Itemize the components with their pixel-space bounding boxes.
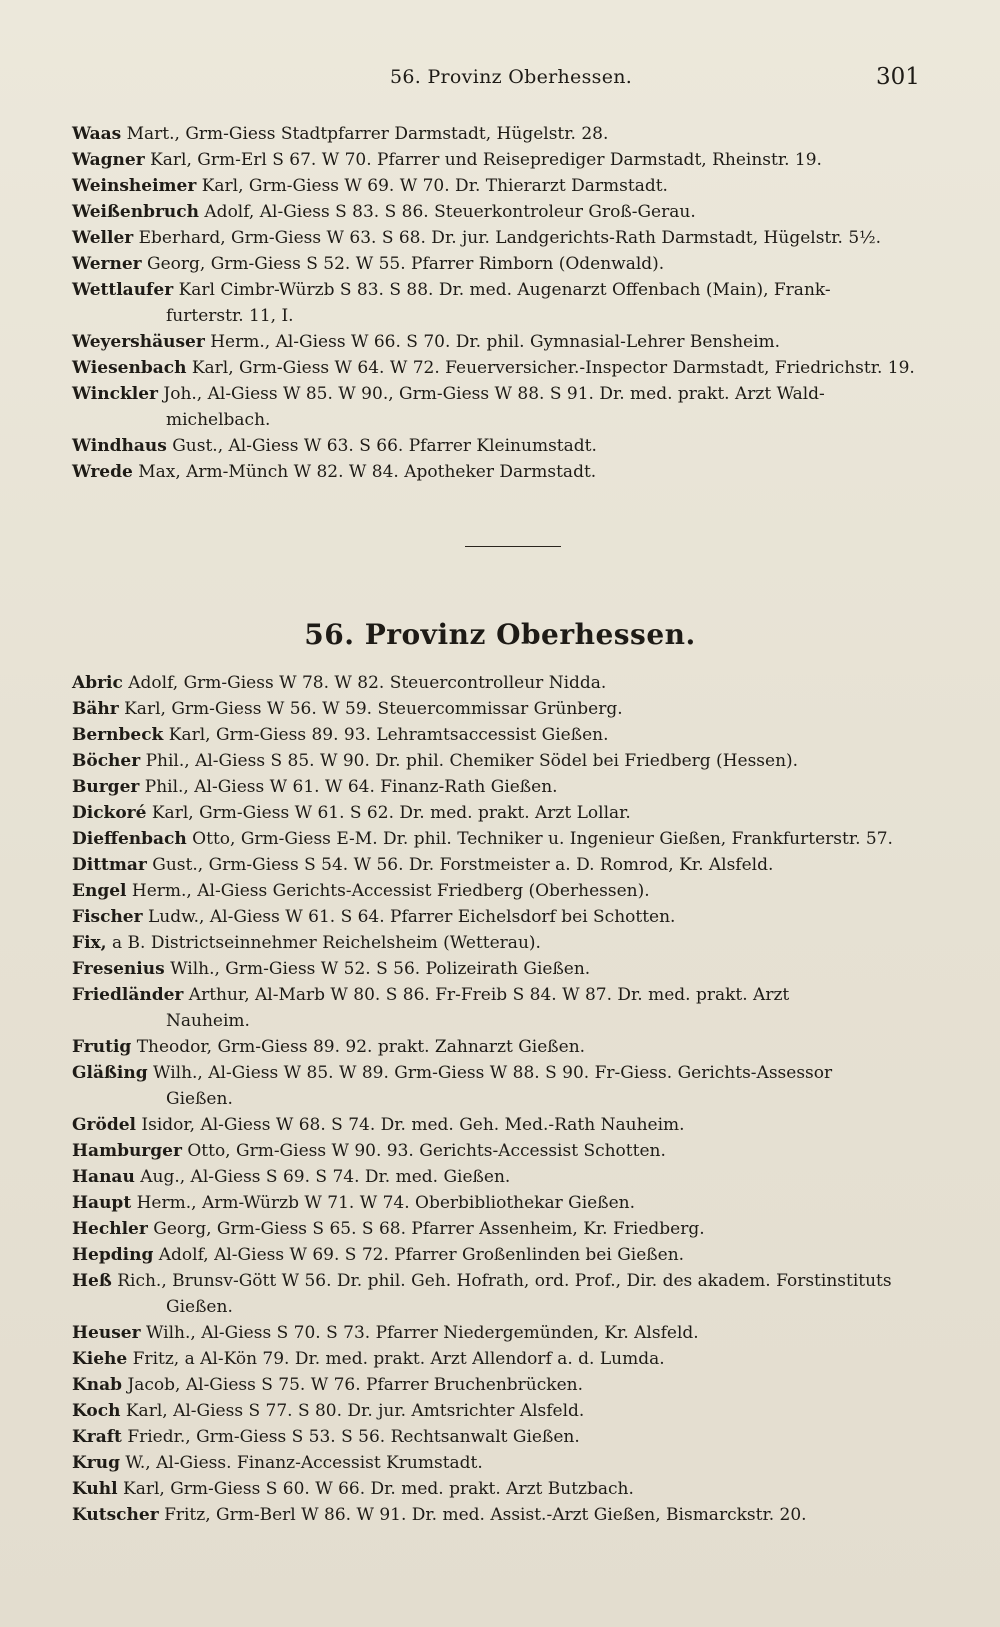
entry-line [72,956,932,982]
list-item [72,852,932,878]
entry-line [72,355,932,381]
list-item [72,251,932,277]
entry-line [72,852,932,878]
entry-details: Karl, Grm-Giess W 61. S 62. Dr. med. prakt. Arzt Lollar. [151,803,631,823]
list-item [72,878,932,904]
entry-name: Windhaus [72,436,167,456]
entry-name: Koch [72,1401,121,1421]
entry-details: Herm., Al-Giess W 66. S 70. Dr. phil. Gymnasial-Lehrer Bensheim. [210,332,781,352]
entry-details: Karl, Al-Giess S 77. S 80. Dr. jur. Amtsrichter Alsfeld. [125,1401,585,1421]
entry-name: Haupt [72,1193,132,1213]
entry-details: Gust., Al-Giess W 63. S 66. Pfarrer Kleinumstadt. [172,436,597,456]
entry-line [72,930,932,956]
entry-name: Hanau [72,1167,135,1187]
list-item [72,1060,932,1112]
list-item [72,930,932,956]
entry-line [72,225,932,251]
list-item [72,670,932,696]
entry-line [72,1502,932,1528]
list-item [72,329,932,355]
entry-details: Fritz, a Al-Kön 79. Dr. med. prakt. Arzt Allendorf a. d. Lumda. [132,1349,665,1369]
entry-details: Georg, Grm-Giess S 65. S 68. Pfarrer Assenheim, Kr. Friedberg. [153,1219,705,1239]
list-item [72,1216,932,1242]
entry-details: Joh., Al-Giess W 85. W 90., Grm-Giess W 88. S 91. Dr. med. prakt. Arzt Wald- [163,384,825,404]
entry-line [72,1320,932,1346]
page-header [0,66,1000,96]
page-number: 301 [876,64,920,90]
entry-line [72,696,932,722]
entry-name: Frutig [72,1037,132,1057]
entry-line [72,1034,932,1060]
entry-line [72,1190,932,1216]
list-item [72,1034,932,1060]
entry-details: Herm., Al-Giess Gerichts-Accessist Friedberg (Oberhessen). [131,881,650,901]
entries-list-oberhessen [72,670,932,1528]
entry-line [72,800,932,826]
list-item [72,225,932,251]
entry-name: Burger [72,777,140,797]
entry-name: Böcher [72,751,141,771]
list-item [72,1346,932,1372]
entry-line [72,381,932,407]
entry-details: Karl, Grm-Giess W 64. W 72. Feuerversicher.-Inspector Darmstadt, Friedrichstr. 19. [191,358,915,378]
entry-name: Kraft [72,1427,122,1447]
entry-line [72,329,932,355]
entry-name: Wrede [72,462,133,482]
entry-name: Hamburger [72,1141,182,1161]
entry-details: Otto, Grm-Giess W 90. 93. Gerichts-Accessist Schotten. [187,1141,666,1161]
entry-details: Ludw., Al-Giess W 61. S 64. Pfarrer Eichelsdorf bei Schotten. [148,907,676,927]
entry-line [72,121,932,147]
entry-continuation: michelbach. [166,410,271,430]
entry-name: Grödel [72,1115,136,1135]
list-item [72,433,932,459]
entry-line [72,748,932,774]
entry-name: Dickoré [72,803,147,823]
entry-line [72,982,932,1008]
list-item [72,904,932,930]
entry-details: Karl, Grm-Giess W 56. W 59. Steuercommissar Grünberg. [124,699,623,719]
list-item [72,355,932,381]
entry-line [72,147,932,173]
entry-line [72,774,932,800]
entry-details: Karl, Grm-Erl S 67. W 70. Pfarrer und Reiseprediger Darmstadt, Rheinstr. 19. [150,150,822,170]
list-item [72,1138,932,1164]
section-divider [465,546,561,547]
entry-line [72,1242,932,1268]
list-item [72,748,932,774]
entry-line [72,1398,932,1424]
entry-line [72,173,932,199]
entry-line [72,1346,932,1372]
entry-details: Aug., Al-Giess S 69. S 74. Dr. med. Gießen. [140,1167,511,1187]
entry-name: Hepding [72,1245,154,1265]
entry-name: Weinsheimer [72,176,197,196]
entry-line [72,826,932,852]
entry-name: Weißenbruch [72,202,199,222]
entry-name: Wagner [72,150,145,170]
list-item [72,1476,932,1502]
entry-line [72,1138,932,1164]
entry-line [72,670,932,696]
list-item [72,1502,932,1528]
entry-line [72,1112,932,1138]
entry-line [72,722,932,748]
entry-name: Bähr [72,699,119,719]
entry-continuation: Nauheim. [166,1011,250,1031]
list-item [72,1190,932,1216]
entry-line [72,459,932,485]
entry-details: Gust., Grm-Giess S 54. W 56. Dr. Forstmeister a. D. Romrod, Kr. Alsfeld. [152,855,774,875]
list-item [72,774,932,800]
entry-name: Winckler [72,384,158,404]
list-item [72,1112,932,1138]
list-item [72,173,932,199]
entry-continuation: Gießen. [166,1089,233,1109]
entry-name: Kiehe [72,1349,128,1369]
section-heading: 56. Provinz Oberhessen. [304,618,696,651]
list-item [72,696,932,722]
entry-line [72,199,932,225]
entry-details: Adolf, Al-Giess W 69. S 72. Pfarrer Großenlinden bei Gießen. [158,1245,685,1265]
entry-details: W., Al-Giess. Finanz-Accessist Krumstadt. [125,1453,483,1473]
entry-line [72,251,932,277]
entry-details: Fritz, Grm-Berl W 86. W 91. Dr. med. Assist.-Arzt Gießen, Bismarckstr. 20. [164,1505,807,1525]
list-item [72,1242,932,1268]
entry-details: Mart., Grm-Giess Stadtpfarrer Darmstadt, Hügelstr. 28. [126,124,609,144]
entry-details: Arthur, Al-Marb W 80. S 86. Fr-Freib S 84. W 87. Dr. med. prakt. Arzt [188,985,790,1005]
entry-name: Dieffenbach [72,829,187,849]
entry-details: Rich., Brunsv-Gött W 56. Dr. phil. Geh. Hofrath, ord. Prof., Dir. des akadem. Forstinstituts [117,1271,892,1291]
entry-name: Heß [72,1271,112,1291]
list-item [72,1450,932,1476]
list-item [72,199,932,225]
entry-name: Fix, [72,933,107,953]
entry-name: Fischer [72,907,143,927]
list-item [72,1320,932,1346]
entry-details: Adolf, Grm-Giess W 78. W 82. Steuercontrolleur Nidda. [128,673,607,693]
entry-name: Bernbeck [72,725,164,745]
list-item [72,1372,932,1398]
entry-continuation: Gießen. [166,1297,233,1317]
list-item [72,147,932,173]
entry-details: Max, Arm-Münch W 82. W 84. Apotheker Darmstadt. [138,462,597,482]
entry-details: Karl, Grm-Giess 89. 93. Lehramtsaccessist Gießen. [168,725,609,745]
entry-name: Wettlaufer [72,280,174,300]
list-item [72,1398,932,1424]
entry-details: Friedr., Grm-Giess S 53. S 56. Rechtsanwalt Gießen. [127,1427,580,1447]
list-item [72,722,932,748]
entry-line [72,1450,932,1476]
entry-name: Wiesenbach [72,358,187,378]
entry-details: Wilh., Al-Giess W 85. W 89. Grm-Giess W 88. S 90. Fr-Giess. Gerichts-Assessor [153,1063,833,1083]
entry-name: Weller [72,228,134,248]
entries-list-wohnorte-darmstadt [72,121,932,485]
list-item [72,982,932,1034]
entry-name: Gläßing [72,1063,148,1083]
running-title: 56. Provinz Oberhessen. [390,66,633,88]
list-item [72,121,932,147]
entry-line [72,1268,932,1294]
entry-line [72,433,932,459]
entry-details: Herm., Arm-Würzb W 71. W 74. Oberbibliothekar Gießen. [136,1193,635,1213]
entry-line [72,1372,932,1398]
entry-details: Karl, Grm-Giess S 60. W 66. Dr. med. prakt. Arzt Butzbach. [123,1479,634,1499]
entry-name: Kuhl [72,1479,118,1499]
entry-details: Karl, Grm-Giess W 69. W 70. Dr. Thierarzt Darmstadt. [201,176,668,196]
entry-name: Kutscher [72,1505,159,1525]
entry-name: Weyershäuser [72,332,205,352]
entry-name: Knab [72,1375,123,1395]
entry-details: a B. Districtseinnehmer Reichelsheim (Wetterau). [112,933,541,953]
entry-details: Phil., Al-Giess W 61. W 64. Finanz-Rath Gießen. [144,777,558,797]
entry-name: Engel [72,881,127,901]
entry-details: Otto, Grm-Giess E-M. Dr. phil. Techniker u. Ingenieur Gießen, Frankfurterstr. 57. [192,829,893,849]
entry-details: Wilh., Grm-Giess W 52. S 56. Polizeirath Gießen. [170,959,591,979]
entry-details: Georg, Grm-Giess S 52. W 55. Pfarrer Rimborn (Odenwald). [147,254,665,274]
entry-name: Fresenius [72,959,165,979]
entry-name: Waas [72,124,122,144]
entry-details: Jacob, Al-Giess S 75. W 76. Pfarrer Bruchenbrücken. [127,1375,583,1395]
entry-name: Heuser [72,1323,141,1343]
entry-name: Krug [72,1453,120,1473]
entry-line [72,878,932,904]
entry-details: Isidor, Al-Giess W 68. S 74. Dr. med. Geh. Med.-Rath Nauheim. [141,1115,685,1135]
entry-continuation: furterstr. 11, I. [166,306,294,326]
list-item [72,1268,932,1320]
entry-details: Adolf, Al-Giess S 83. S 86. Steuerkontroleur Groß-Gerau. [204,202,696,222]
entry-line [72,1476,932,1502]
list-item [72,381,932,433]
entry-name: Hechler [72,1219,148,1239]
entry-line [72,1060,932,1086]
entry-details: Phil., Al-Giess S 85. W 90. Dr. phil. Chemiker Södel bei Friedberg (Hessen). [145,751,799,771]
entry-details: Theodor, Grm-Giess 89. 92. prakt. Zahnarzt Gießen. [136,1037,586,1057]
entry-name: Werner [72,254,142,274]
list-item [72,826,932,852]
entry-line [72,1164,932,1190]
list-item [72,1424,932,1450]
entry-line [72,1424,932,1450]
entry-name: Abric [72,673,123,693]
entry-line [72,1216,932,1242]
entry-details: Karl Cimbr-Würzb S 83. S 88. Dr. med. Augenarzt Offenbach (Main), Frank- [178,280,831,300]
list-item [72,956,932,982]
entry-name: Dittmar [72,855,147,875]
entry-line [72,277,932,303]
entry-line [72,904,932,930]
entry-details: Eberhard, Grm-Giess W 63. S 68. Dr. jur. Landgerichts-Rath Darmstadt, Hügelstr. 5½. [138,228,882,248]
list-item [72,1164,932,1190]
list-item [72,277,932,329]
list-item [72,800,932,826]
entry-details: Wilh., Al-Giess S 70. S 73. Pfarrer Niedergemünden, Kr. Alsfeld. [146,1323,699,1343]
list-item [72,459,932,485]
entry-name: Friedländer [72,985,184,1005]
